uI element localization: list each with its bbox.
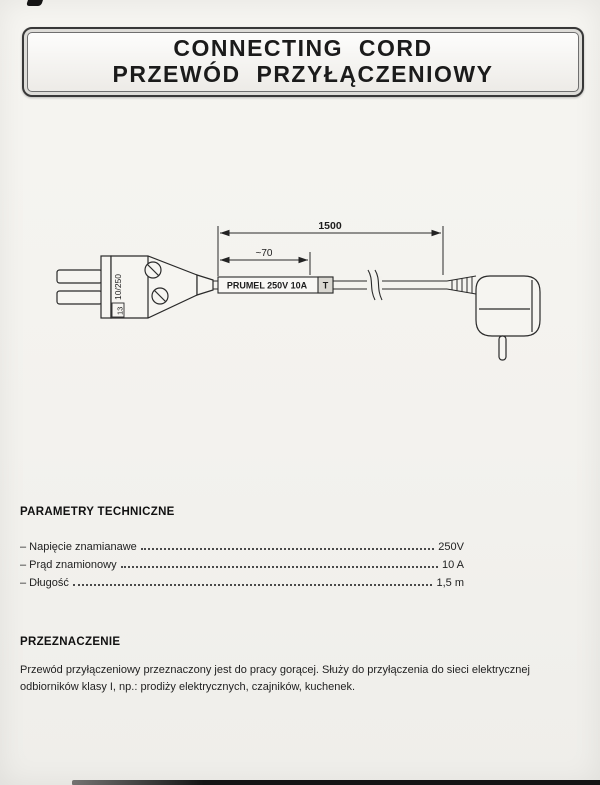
appliance-connector	[57, 256, 213, 318]
technical-parameters-section	[20, 506, 464, 590]
specs-heading: PARAMETRY TECHNICZNE	[20, 506, 175, 518]
cord-diagram	[0, 196, 600, 391]
cable-label-suffix-text: T	[322, 280, 329, 291]
scan-artifact-top	[26, 0, 43, 6]
cable-label-box	[218, 277, 333, 293]
title-box	[22, 27, 584, 97]
connector-neck	[197, 275, 213, 295]
dim-1500-label: 1500	[318, 220, 342, 232]
connector-face-plate	[101, 256, 111, 318]
spec-row-voltage	[20, 536, 464, 554]
spec-value: 250V	[438, 541, 464, 553]
dim-70-label: ~70	[255, 248, 273, 259]
spec-row-current	[20, 554, 464, 572]
spec-value: 10 A	[441, 559, 464, 571]
title-box-inner	[27, 32, 579, 92]
dotted-leader	[73, 583, 433, 586]
purpose-heading: PRZEZNACZENIE	[20, 636, 121, 648]
spec-row-length	[20, 572, 464, 590]
connector-rating-label: 10/250	[113, 274, 123, 300]
spec-label: – Długość	[20, 577, 69, 589]
spec-label: – Prąd znamionowy	[20, 559, 117, 571]
scan-artifact-bottom	[72, 780, 600, 785]
connector-prong-top	[57, 270, 102, 283]
spec-label: – Napięcie znamianawe	[20, 541, 137, 553]
purpose-text: Przewód przyłączeniowy przeznaczony jest do pracy gorącej. Służy do przyłączenia do sieci elektrycznej odbiorników klasy I, np.: prodiży elektrycznych, czajników, kuchenek.	[20, 664, 530, 693]
plug-pin	[499, 336, 506, 360]
grommet-ridges	[447, 276, 476, 294]
plug-body	[476, 276, 540, 336]
dotted-leader	[121, 565, 438, 568]
title-line-polish: PRZEWÓD PRZYŁĄCZENIOWY	[112, 61, 494, 87]
purpose-section	[20, 636, 578, 696]
dotted-leader	[141, 547, 435, 550]
connector-prong-bottom	[57, 291, 102, 304]
dimension-lines	[218, 226, 443, 276]
title-line-english: CONNECTING CORD	[173, 35, 433, 61]
connector-mark-label: 13	[115, 306, 125, 315]
spec-value: 1,5 m	[436, 577, 464, 589]
power-plug	[447, 276, 540, 360]
cable-break-symbol	[367, 270, 382, 300]
cable-label-text: PRUMEL 250V 10A	[226, 280, 308, 291]
